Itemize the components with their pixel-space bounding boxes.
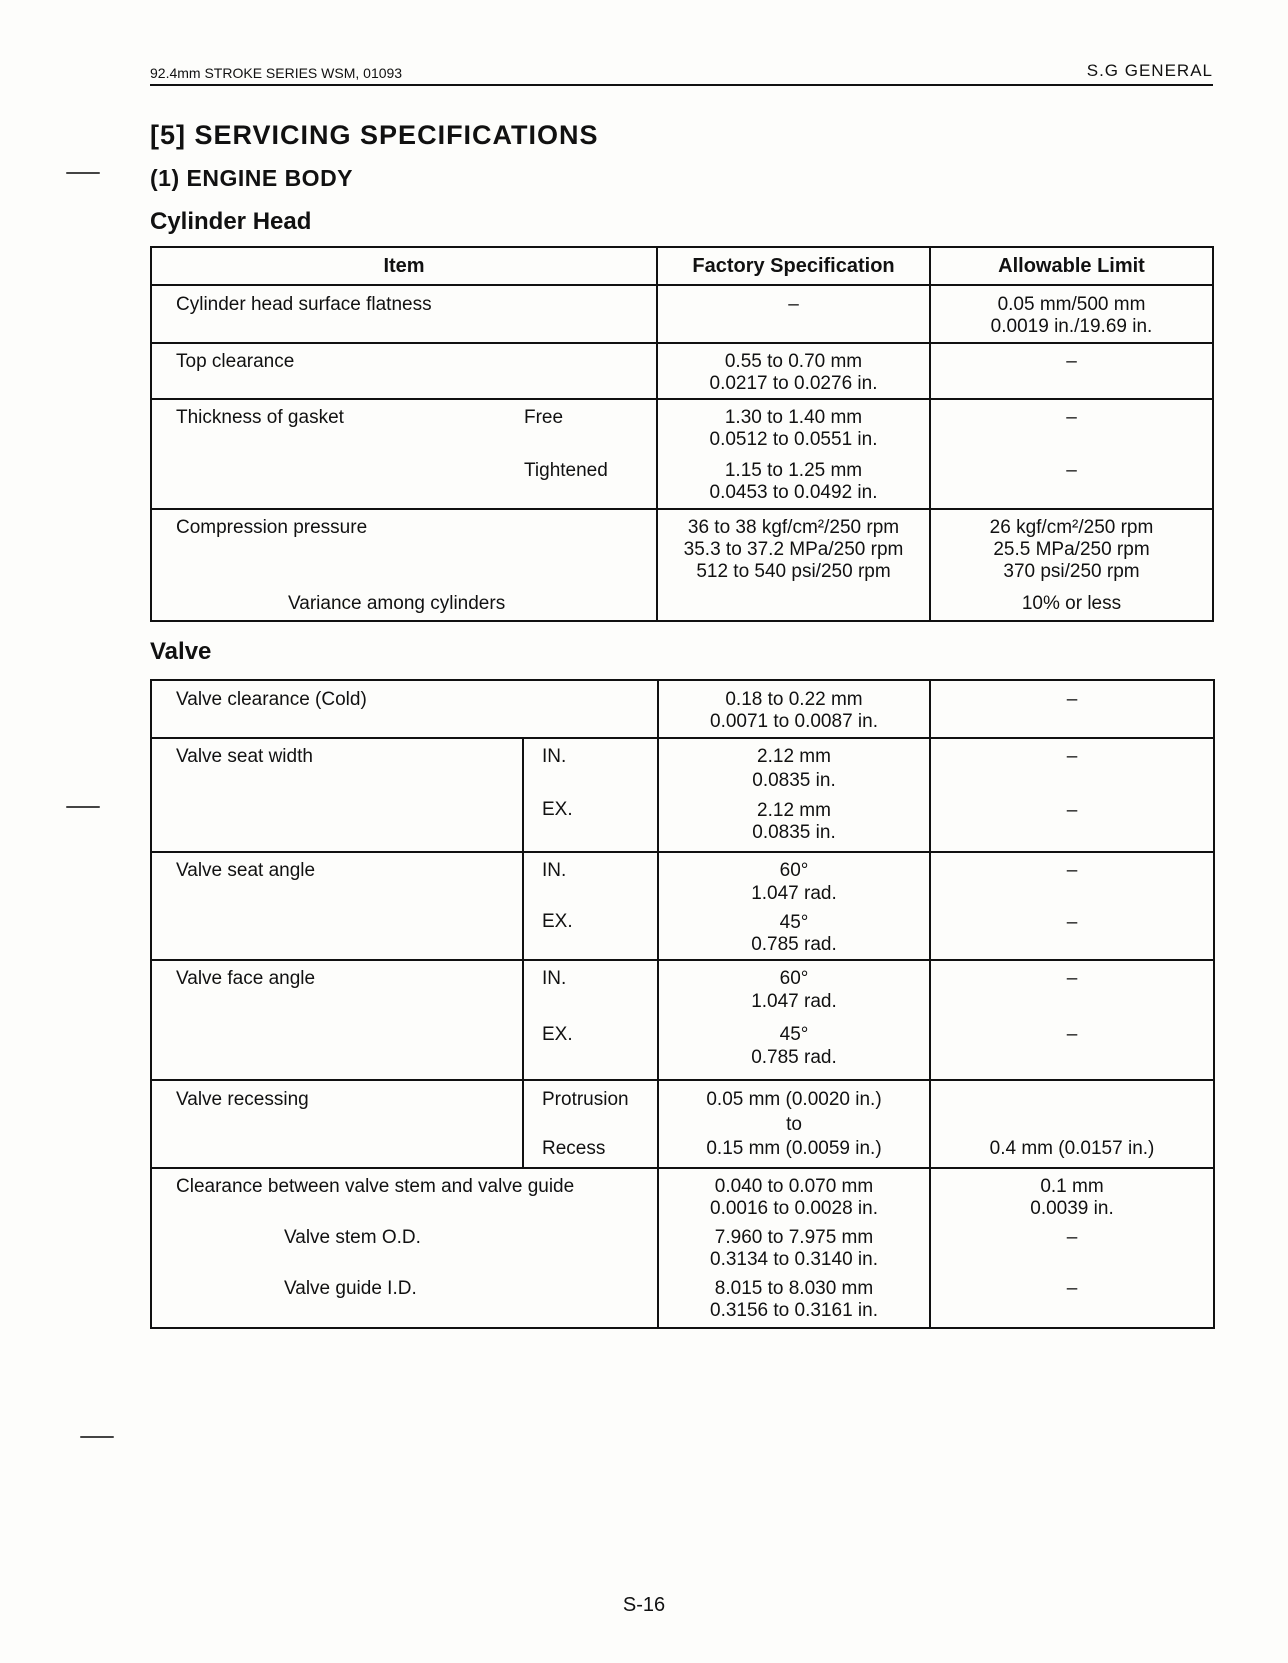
limit-value: 0.1 mm: [1040, 1176, 1104, 1197]
cylinder-head-heading: Cylinder Head: [150, 208, 312, 235]
page-title: [5] SERVICING SPECIFICATIONS: [150, 120, 599, 150]
item-label: Thickness of gasket: [176, 407, 344, 428]
factory-value: 7.960 to 7.975 mm: [714, 1227, 874, 1248]
limit-value: –: [1066, 1227, 1078, 1248]
sub-item-label: Valve stem O.D.: [284, 1227, 421, 1248]
header-series: 92.4mm STROKE SERIES WSM, 01093: [150, 65, 403, 81]
limit-value: –: [1066, 800, 1078, 821]
limit-value: 26 kgf/cm²/250 rpm: [989, 517, 1154, 538]
factory-value: 0.0512 to 0.0551 in.: [709, 429, 878, 450]
sub-item-label: IN.: [542, 860, 567, 881]
factory-value: 2.12 mm: [757, 746, 831, 767]
sub-item-label: Protrusion: [542, 1089, 629, 1110]
table-row: [151, 852, 1214, 960]
cylinder-head-table: [150, 246, 1214, 622]
factory-value: 0.0016 to 0.0028 in.: [710, 1198, 878, 1219]
item-label: Cylinder head surface flatness: [176, 294, 432, 315]
binding-mark: [80, 1436, 114, 1438]
factory-value: 0.15 mm (0.0059 in.): [706, 1138, 882, 1159]
item-label: Top clearance: [176, 351, 295, 372]
limit-value: –: [1066, 968, 1078, 989]
sub-item-label: EX.: [542, 911, 573, 932]
sub-item-label: Variance among cylinders: [288, 593, 506, 614]
limit-value: –: [1066, 460, 1077, 481]
factory-value: 0.0835 in.: [752, 822, 836, 843]
table-row: [151, 960, 1214, 1080]
item-label: Compression pressure: [176, 517, 368, 538]
factory-value: 1.047 rad.: [751, 883, 837, 904]
page-number: S-16: [622, 1594, 666, 1616]
limit-value: –: [1066, 407, 1077, 428]
limit-value: –: [1066, 351, 1077, 372]
factory-value: 0.3134 to 0.3140 in.: [710, 1249, 878, 1270]
item-label: Valve seat width: [176, 746, 313, 767]
limit-value: –: [1066, 912, 1078, 933]
table-row: [151, 285, 1213, 343]
valve-heading: Valve: [150, 638, 212, 665]
factory-value: 45°: [779, 1024, 809, 1045]
table-row: [151, 343, 1213, 399]
factory-value: 0.55 to 0.70 mm: [724, 351, 863, 372]
limit-value: –: [1066, 689, 1078, 710]
sub-item-label: IN.: [542, 746, 567, 767]
column-header-factory: Factory Specification: [657, 247, 930, 285]
limit-value: 0.0039 in.: [1030, 1198, 1114, 1219]
valve-table: [150, 679, 1215, 1329]
sub-item-label: EX.: [542, 1024, 573, 1045]
running-header: [150, 60, 1213, 86]
table-row: [151, 680, 1214, 738]
limit-value: 0.05 mm/500 mm: [997, 294, 1146, 315]
binding-mark: [66, 806, 100, 808]
factory-value: 1.30 to 1.40 mm: [724, 407, 863, 428]
item-label: Valve seat angle: [176, 860, 316, 881]
limit-value: –: [1066, 1278, 1078, 1299]
sub-item-label: Valve guide I.D.: [284, 1278, 417, 1299]
factory-value: 0.0453 to 0.0492 in.: [709, 482, 878, 503]
sub-item-label: IN.: [542, 968, 567, 989]
factory-value: 36 to 38 kgf/cm²/250 rpm: [687, 517, 900, 538]
factory-value: 0.785 rad.: [751, 934, 837, 955]
factory-value: 0.785 rad.: [751, 1047, 837, 1068]
table-row: [151, 399, 1213, 509]
factory-value: 0.3156 to 0.3161 in.: [710, 1300, 878, 1321]
limit-value: –: [1066, 746, 1078, 767]
limit-value: 0.4 mm (0.0157 in.): [989, 1138, 1155, 1159]
column-header-limit: Allowable Limit: [930, 247, 1213, 285]
factory-value: 0.0835 in.: [752, 770, 836, 791]
factory-value: 60°: [779, 860, 809, 881]
column-header-item: Item: [151, 247, 657, 285]
factory-value: 0.0071 to 0.0087 in.: [710, 711, 878, 732]
table-row: [151, 1080, 1214, 1168]
sub-item-label: Free: [524, 407, 564, 428]
factory-value: 0.05 mm (0.0020 in.): [706, 1089, 882, 1110]
factory-value: 0.040 to 0.070 mm: [714, 1176, 874, 1197]
factory-value: 8.015 to 8.030 mm: [714, 1278, 874, 1299]
limit-value: –: [1066, 1024, 1078, 1045]
factory-value: 2.12 mm: [757, 800, 831, 821]
factory-value: 45°: [779, 912, 809, 933]
header-section: S.G GENERAL: [1086, 61, 1213, 80]
item-label: Valve face angle: [176, 968, 316, 989]
sub-item-label: EX.: [542, 799, 573, 820]
factory-value: to: [786, 1114, 802, 1135]
item-label: Valve clearance (Cold): [176, 689, 367, 710]
factory-value: –: [788, 294, 799, 315]
section-title: (1) ENGINE BODY: [150, 165, 354, 191]
table-row: [151, 1168, 1214, 1328]
limit-value: 10% or less: [1021, 593, 1122, 614]
item-label: Clearance between valve stem and valve guide: [176, 1176, 575, 1197]
table-header-row: [151, 247, 1213, 285]
sub-item-label: Recess: [542, 1138, 606, 1159]
factory-value: 0.18 to 0.22 mm: [725, 689, 863, 710]
limit-value: 0.0019 in./19.69 in.: [990, 316, 1153, 337]
limit-value: 370 psi/250 rpm: [1003, 561, 1140, 582]
table-row: [151, 738, 1214, 852]
factory-value: 35.3 to 37.2 MPa/250 rpm: [683, 539, 904, 560]
limit-value: 25.5 MPa/250 rpm: [993, 539, 1150, 560]
limit-value: –: [1066, 860, 1078, 881]
factory-value: 0.0217 to 0.0276 in.: [709, 373, 878, 394]
binding-mark: [66, 172, 100, 174]
factory-value: 1.047 rad.: [751, 991, 837, 1012]
factory-value: 60°: [779, 968, 809, 989]
item-label: Valve recessing: [176, 1089, 309, 1110]
table-row: [151, 509, 1213, 621]
sub-item-label: Tightened: [524, 460, 608, 481]
factory-value: 1.15 to 1.25 mm: [724, 460, 863, 481]
factory-value: 512 to 540 psi/250 rpm: [696, 561, 891, 582]
